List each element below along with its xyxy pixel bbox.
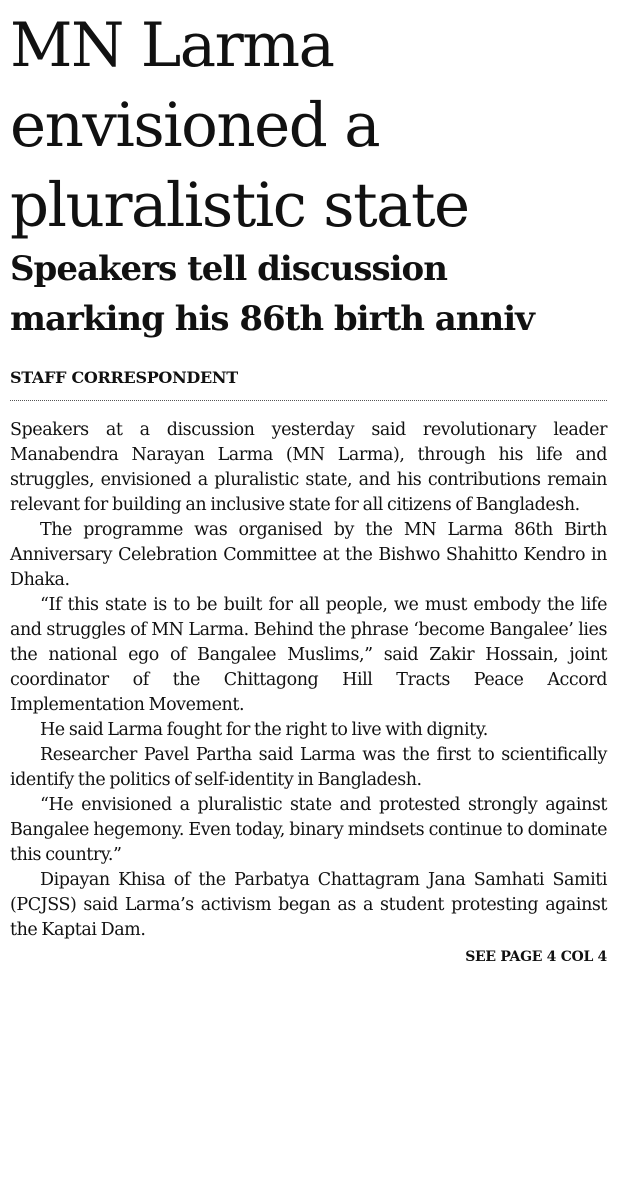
subheadline: [10, 244, 607, 344]
paragraph: The programme was organised by the MN Larma 86th Birth Anniversary Celebration Committee at the Bishwo Shahitto Kendro in Dhaka.: [10, 520, 607, 590]
headline: [10, 0, 607, 246]
paragraph: “If this state is to be built for all people, we must embody the life and struggles of MN Larma. Behind the phrase ‘become Bangalee’ lies the national ego of Bangalee Muslims,” said Zakir Hossain, joint coordinator of the Chittagong Hill Tracts Peace Accord Implementation Movement.: [10, 595, 607, 715]
paragraph: Dipayan Khisa of the Parbatya Chattagram Jana Samhati Samiti (PCJSS) said Larma’s activism began as a student protesting against the Kaptai Dam.: [10, 870, 607, 940]
article-body: [10, 418, 607, 943]
headline-line: envisioned a: [10, 90, 380, 161]
paragraph: “He envisioned a pluralistic state and protested strongly against Bangalee hegemony. Even today, binary mindsets continue to dominate this country.”: [10, 795, 607, 865]
headline-line: pluralistic state: [10, 170, 469, 241]
subheadline-line: Speakers tell discussion: [10, 249, 447, 289]
continued-on-page-link[interactable]: SEE PAGE 4 COL 4: [465, 949, 607, 965]
dotted-divider: [10, 400, 607, 401]
paragraph: He said Larma fought for the right to live with dignity.: [40, 720, 488, 740]
headline-line: MN Larma: [10, 10, 334, 81]
subheadline-line: marking his 86th birth anniv: [10, 299, 534, 339]
paragraph: Speakers at a discussion yesterday said revolutionary leader Manabendra Narayan Larma (MN Larma), through his life and struggles, envisioned a pluralistic state, and his contributions remain relevant for building an inclusive state for all citizens of Bangladesh.: [10, 420, 607, 515]
byline: STAFF CORRESPONDENT: [10, 368, 238, 387]
paragraph: Researcher Pavel Partha said Larma was the first to scientifically identify the politics of self-identity in Bangladesh.: [10, 745, 607, 790]
news-article: [10, 0, 607, 967]
